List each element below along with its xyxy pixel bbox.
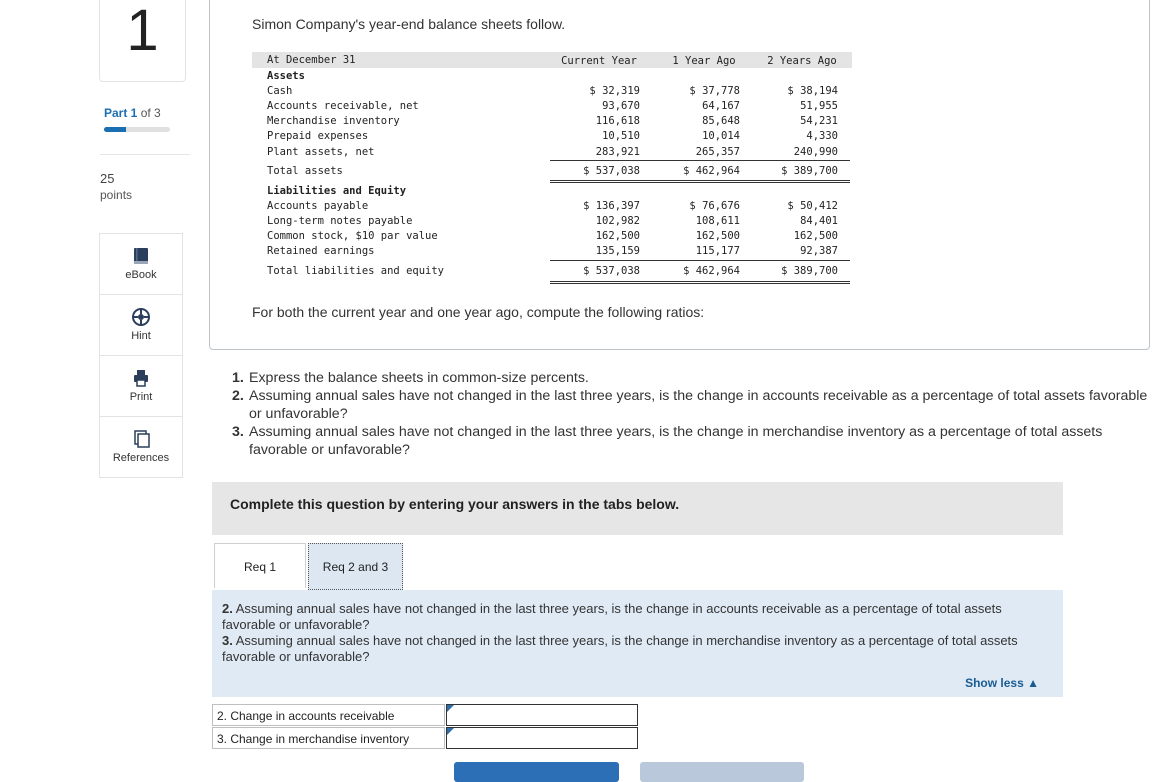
total-rule-1 [550, 180, 850, 181]
table-row [252, 264, 852, 279]
cell-current: 162,500 [595, 230, 640, 242]
ebook-label: eBook [125, 269, 157, 281]
cell-1-year: 64,167 [702, 100, 740, 112]
row-label: Plant assets, net [267, 146, 375, 158]
cell-2-years: 54,231 [800, 115, 838, 127]
table-row [212, 704, 640, 727]
subtotal-rule [550, 160, 850, 161]
table-row [252, 145, 852, 160]
cell-current: 102,982 [595, 215, 640, 227]
part-total: of 3 [137, 106, 161, 120]
banner-text: Complete this question by entering your answers in the tabs below. [230, 496, 680, 512]
references-button[interactable] [100, 417, 182, 477]
cell-2-years: 84,401 [800, 215, 838, 227]
cell-1-year: 265,357 [695, 146, 740, 158]
ratios-prompt: For both the current year and one year ago, compute the following ratios: [252, 304, 705, 320]
question-text: Assuming annual sales have not changed in the last three years, is the change in accounts receivable as a percentage of total assets favorable or unfavorable? [249, 388, 1148, 422]
cell-1-year: 162,500 [695, 230, 740, 242]
assets-heading-row [252, 69, 852, 84]
table-header-row [252, 53, 852, 68]
question-text: Express the balance sheets in common-size percents. [249, 370, 589, 386]
cell-current: $ 537,038 [583, 165, 640, 177]
ebook-icon [100, 246, 182, 266]
row-label: Long-term notes payable [267, 215, 413, 227]
question-number: 1 [126, 0, 159, 63]
table-row [252, 244, 852, 259]
question-text: Assuming annual sales have not changed in the last three years, is the change in merchandise inventory as a percentage of total assets favorable or unfavorable? [249, 424, 1103, 458]
liabilities-heading-row [252, 184, 852, 199]
points-label: points [100, 188, 133, 202]
row-label: Accounts payable [267, 200, 369, 212]
cell-current: $ 32,319 [589, 85, 640, 97]
question-index: 3. [232, 424, 244, 440]
points-display [100, 171, 132, 203]
panel-q2-text: Assuming annual sales have not changed in the last three years, is the change in accounts receivable as a percentage of total assets favorable or unfavorable? [222, 601, 1002, 632]
list-item [232, 387, 1150, 423]
rail-divider [100, 154, 190, 155]
row-label: Accounts receivable, net [267, 100, 419, 112]
table-row [252, 129, 852, 144]
merchandise-inventory-answer-select[interactable] [446, 727, 638, 749]
cell-current: 283,921 [595, 146, 640, 158]
cell-2-years: $ 389,700 [781, 265, 838, 277]
question-index: 2. [232, 388, 244, 404]
table-row [212, 727, 640, 750]
table-row [252, 214, 852, 229]
show-less-label: Show less [965, 676, 1024, 690]
cell-current: $ 537,038 [583, 265, 640, 277]
question-number-card [99, 0, 186, 82]
total-rule-2 [550, 182, 850, 183]
tools-panel [99, 233, 183, 478]
cell-2-years: $ 389,700 [781, 165, 838, 177]
cell-current: 10,510 [602, 130, 640, 142]
hint-label: Hint [131, 330, 151, 342]
panel-q3-text: Assuming annual sales have not changed in the last three years, is the change in merchandise inventory as a percentage of total assets favorable or unfavorable? [222, 633, 1018, 664]
tab-question-panel [212, 590, 1063, 697]
list-item [232, 423, 1150, 459]
next-button[interactable] [640, 762, 804, 782]
table-row [252, 199, 852, 214]
hint-button[interactable] [100, 295, 182, 356]
cell-2-years: 162,500 [793, 230, 838, 242]
print-label: Print [129, 391, 153, 403]
part-progress-bar [104, 127, 170, 132]
answer-label: 2. Change in accounts receivable [212, 704, 445, 726]
row-label: Total liabilities and equity [267, 265, 445, 277]
tab-req-1[interactable]: Req 1 [214, 543, 306, 588]
print-button[interactable] [100, 356, 182, 417]
liabilities-heading: Liabilities and Equity [267, 185, 407, 197]
points-value: 25 [100, 171, 115, 186]
cell-2-years: $ 38,194 [787, 85, 838, 97]
row-label: Cash [267, 85, 293, 97]
previous-button[interactable] [454, 762, 619, 782]
panel-q3-index: 3. [222, 633, 233, 648]
cell-2-years: 51,955 [800, 100, 838, 112]
table-row [252, 99, 852, 114]
instructions-banner [212, 482, 1063, 535]
intro-text: Simon Company's year-end balance sheets follow. [252, 16, 566, 32]
panel-q2-index: 2. [222, 601, 233, 616]
print-icon [100, 368, 182, 388]
cell-current: 116,618 [595, 115, 640, 127]
cell-1-year: 108,611 [695, 215, 740, 227]
subtotal-rule [550, 260, 850, 261]
table-row [252, 114, 852, 129]
cell-2-years: 4,330 [806, 130, 838, 142]
triangle-up-icon: ▲ [1027, 676, 1039, 690]
show-less-link[interactable] [965, 676, 1039, 690]
cell-1-year: $ 37,778 [689, 85, 740, 97]
row-label: Merchandise inventory [267, 115, 400, 127]
row-label: Retained earnings [267, 245, 375, 257]
cell-current: 135,159 [595, 245, 640, 257]
cell-1-year: $ 462,964 [683, 265, 740, 277]
col-2-years-ago: 2 Years Ago [767, 55, 837, 67]
references-icon [100, 429, 182, 449]
ebook-button[interactable] [100, 234, 182, 295]
cell-2-years: 240,990 [793, 146, 838, 158]
question-index: 1. [232, 370, 244, 386]
cell-current: $ 136,397 [583, 200, 640, 212]
cell-2-years: $ 50,412 [787, 200, 838, 212]
part-progress-fill [104, 127, 126, 132]
question-list [232, 369, 1150, 459]
assets-heading: Assets [267, 70, 305, 82]
total-rule-1 [550, 281, 850, 282]
tab-req-2-and-3[interactable]: Req 2 and 3 [308, 543, 403, 590]
panel-text [222, 601, 1057, 665]
cell-1-year: 85,648 [702, 115, 740, 127]
cell-1-year: $ 462,964 [683, 165, 740, 177]
table-row [252, 164, 852, 179]
table-row [252, 84, 852, 99]
references-label: References [112, 452, 170, 464]
row-label: Total assets [267, 165, 343, 177]
part-current: Part 1 [104, 106, 138, 120]
row-label: Prepaid expenses [267, 130, 369, 142]
part-indicator [104, 106, 161, 120]
total-rule-2 [550, 283, 850, 284]
header-label: At December 31 [267, 54, 356, 66]
answer-table [212, 704, 640, 750]
cell-1-year: $ 76,676 [689, 200, 740, 212]
hint-icon [100, 307, 182, 327]
col-1-year-ago: 1 Year Ago [672, 55, 736, 67]
col-current-year: Current Year [561, 55, 637, 67]
accounts-receivable-answer-select[interactable] [446, 704, 638, 726]
table-row [252, 229, 852, 244]
row-label: Common stock, $10 par value [267, 230, 438, 242]
cell-1-year: 115,177 [695, 245, 740, 257]
cell-1-year: 10,014 [702, 130, 740, 142]
answer-label: 3. Change in merchandise inventory [212, 727, 445, 749]
list-item [232, 369, 1150, 387]
cell-current: 93,670 [602, 100, 640, 112]
cell-2-years: 92,387 [800, 245, 838, 257]
